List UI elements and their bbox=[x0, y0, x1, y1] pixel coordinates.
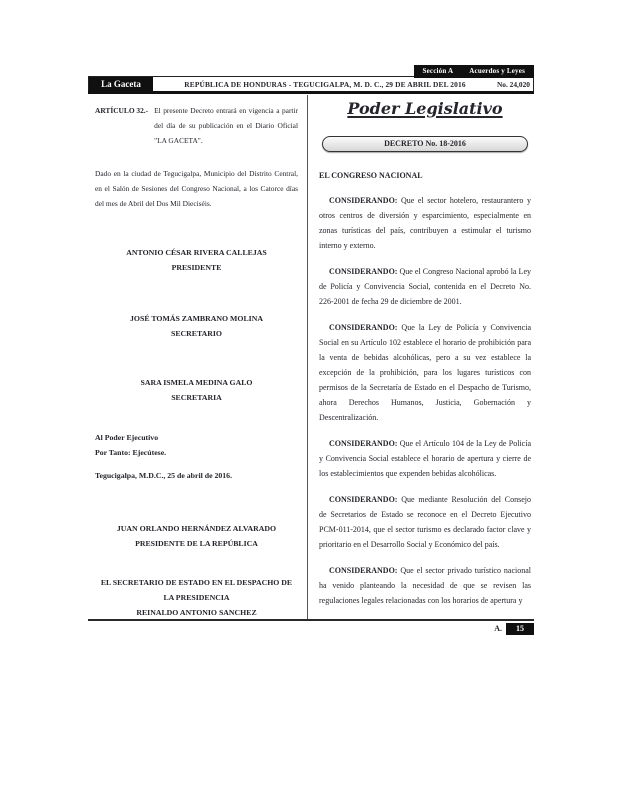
footer-rule bbox=[88, 619, 534, 621]
decree-number-box: DECRETO No. 18-2016 bbox=[322, 136, 528, 152]
section-label: Sección A bbox=[422, 67, 454, 75]
considerando-text: Que el Congreso Nacional aprobó la Ley de Policía y Convivencia Social, contenida en el Decreto No. 226-2001 de fecha 29 de diciembre de 2001. bbox=[319, 267, 531, 306]
signature-name: ANTONIO CÉSAR RIVERA CALLEJAS bbox=[126, 248, 267, 257]
considerando-lead: CONSIDERANDO: bbox=[329, 267, 398, 276]
executive-order-lines bbox=[95, 430, 298, 460]
two-column-body bbox=[88, 95, 534, 619]
considerando-paragraph-3 bbox=[319, 320, 531, 425]
president-title: PRESIDENTE DE LA REPÚBLICA bbox=[135, 539, 258, 548]
considerando-paragraph-5 bbox=[319, 492, 531, 552]
page-sheet bbox=[88, 60, 534, 635]
considerando-text: Que la Ley de Policía y Convivencia Social en su Artículo 102 establece el horario de prohibición para la venta de bebidas alcohólicas, pero a su vez establece la excepción de la prohibición, para los lugares turísticos con permisos de la Secretaría de Estado en el Despacho de Turismo, ahora Derechos Humanos, Justicia, Gobernación y Descentralización. bbox=[319, 323, 531, 422]
signature-title: SECRETARIA bbox=[171, 393, 222, 402]
considerando-lead: CONSIDERANDO: bbox=[329, 566, 398, 575]
articulo-32-block bbox=[95, 103, 298, 148]
articulo-label: ARTÍCULO 32.- bbox=[95, 106, 149, 115]
signature-block-2 bbox=[95, 311, 298, 341]
masthead-rule bbox=[88, 91, 534, 94]
congress-line: EL CONGRESO NACIONAL bbox=[319, 171, 423, 180]
signature-name: JOSÉ TOMÁS ZAMBRANO MOLINA bbox=[130, 314, 263, 323]
section-sublabel: Acuerdos y Leyes bbox=[469, 67, 525, 75]
articulo-text: El presente Decreto entrará en vigencia a partir del día de su publicación en el Diario Oficial "LA GACETA". bbox=[154, 106, 298, 145]
considerando-lead: CONSIDERANDO: bbox=[329, 323, 398, 332]
left-column bbox=[88, 95, 307, 619]
signature-title: SECRETARIO bbox=[171, 329, 222, 338]
signature-name: SARA ISMELA MEDINA GALO bbox=[140, 378, 253, 387]
executive-line: Al Poder Ejecutivo bbox=[95, 433, 159, 442]
gaceta-logo: La Gaceta bbox=[89, 77, 153, 91]
poder-legislativo-heading: Poder Legislativo bbox=[347, 99, 503, 118]
considerando-lead: CONSIDERANDO: bbox=[329, 439, 398, 448]
page-number-badge: 15 bbox=[506, 623, 534, 635]
considerando-lead: CONSIDERANDO: bbox=[329, 495, 398, 504]
considerando-paragraph-1 bbox=[319, 193, 531, 253]
right-column bbox=[307, 95, 534, 619]
signature-block-1 bbox=[95, 245, 298, 275]
considerando-text: Que el sector privado turístico nacional ha venido planteando la necesidad de que se revisen las regulaciones legales relacionadas con los horarios de apertura y bbox=[319, 566, 531, 605]
masthead-bar bbox=[88, 76, 534, 91]
secretary-line: EL SECRETARIO DE ESTADO EN EL DESPACHO DE bbox=[100, 578, 293, 587]
badge-row bbox=[88, 60, 534, 74]
president-signature-block bbox=[95, 521, 298, 551]
considerando-paragraph-2 bbox=[319, 264, 531, 309]
considerando-paragraph-6 bbox=[319, 563, 531, 608]
secretary-line: LA PRESIDENCIA bbox=[163, 593, 230, 602]
secretary-name: REINALDO ANTONIO SANCHEZ bbox=[136, 608, 257, 617]
dado-paragraph: Dado en la ciudad de Tegucigalpa, Municipio del Distrito Central, en el Salón de Sesiones del Congreso Nacional, a los Catorce días del mes de Abril del Dos Mil Dieciséis. bbox=[95, 169, 298, 208]
considerando-paragraph-4 bbox=[319, 436, 531, 481]
issue-number: No. 24,020 bbox=[496, 80, 530, 89]
secretary-signature-block bbox=[95, 575, 298, 619]
considerando-text: Que el sector hotelero, restaurantero y otros centros de diversión y esparcimiento, especialmente en zonas turísticas del país, contribuyen a estimular el turismo interno y externo. bbox=[319, 196, 531, 250]
executive-line: Por Tanto: Ejecútese. bbox=[95, 448, 167, 457]
signature-title: PRESIDENTE bbox=[171, 263, 222, 272]
considerando-text: Que mediante Resolución del Consejo de Secretarios de Estado se reconoce en el Decreto Ejecutivo PCM-011-2014, que el sector turismo es declarado factor clave y prioritario en el Desarrollo Social y Económico del país. bbox=[319, 495, 531, 549]
president-name: JUAN ORLANDO HERNÁNDEZ ALVARADO bbox=[116, 524, 277, 533]
footer-section-letter: A. bbox=[494, 624, 502, 633]
considerando-text: Que el Artículo 104 de la Ley de Policía y Convivencia Social establece el horario de apertura y cierre de los establecimientos que expenden bebidas alcohólicas. bbox=[319, 439, 531, 478]
date-line: Tegucigalpa, M.D.C., 25 de abril de 2016. bbox=[95, 471, 233, 480]
footer bbox=[88, 623, 534, 635]
considerando-lead: CONSIDERANDO: bbox=[329, 196, 398, 205]
republic-line: REPÚBLICA DE HONDURAS - TEGUCIGALPA, M. D. C., 29 DE ABRIL DEL 2016 bbox=[184, 80, 466, 89]
signature-block-3 bbox=[95, 375, 298, 405]
